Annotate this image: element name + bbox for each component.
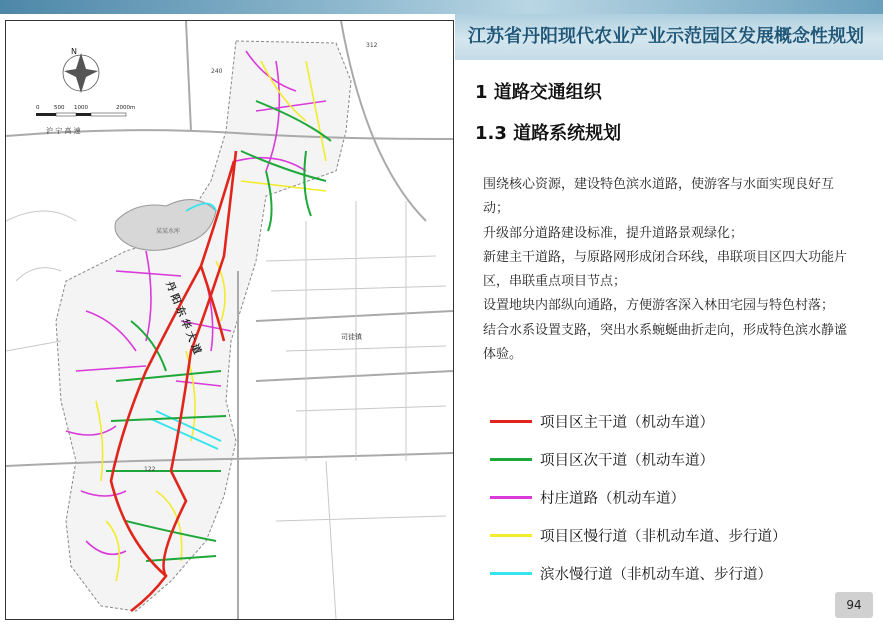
legend-label-waterfront-lane: 滨水慢行道（非机动车道、步行道）: [540, 567, 772, 583]
description-text: [483, 173, 853, 367]
top-decor-strip: [0, 0, 883, 14]
paragraph-1: 围绕核心资源，建设特色滨水道路，使游客与水面实现良好互动；: [483, 177, 835, 217]
scale-label-500: 500: [54, 105, 65, 111]
paragraph-2: 升级部分道路建设标准，提升道路景观绿化；: [483, 225, 744, 241]
road-system-map: [5, 20, 454, 620]
section-heading: 1 道路交通组织: [475, 82, 602, 103]
legend-label-secondary-road: 项目区次干道（机动车道）: [540, 453, 714, 469]
label-reservoir: 某某水库: [156, 228, 181, 235]
north-label: N: [71, 47, 77, 56]
legend-label-slow-lane: 项目区慢行道（非机动车道、步行道）: [540, 529, 787, 545]
legend-label-village-road: 村庄道路（机动车道）: [540, 491, 685, 507]
legend-swatch-waterfront-lane: [490, 572, 532, 575]
north-compass: [63, 53, 99, 93]
scale-label-1000: 1000: [74, 105, 88, 111]
label-road-312: 312: [366, 42, 378, 49]
label-town: 司徒镇: [341, 333, 362, 341]
legend-swatch-village-road: [490, 496, 532, 499]
scale-bar: [36, 113, 126, 116]
paragraph-5: 结合水系设置支路，突出水系蜿蜒曲折走向，形成特色滨水静谧体验。: [483, 322, 848, 363]
page-number: 94: [835, 592, 873, 618]
legend-swatch-main-road: [490, 420, 532, 423]
legend-swatch-slow-lane: [490, 534, 532, 537]
legend-label-main-road: 项目区主干道（机动车道）: [540, 415, 714, 431]
subsection-heading: 1.3 道路系统规划: [475, 123, 622, 144]
label-expressway: 沪 宁 高 速: [46, 127, 81, 135]
legend-swatch-secondary-road: [490, 458, 532, 461]
document-title: 江苏省丹阳现代农业产业示范园区发展概念性规划: [468, 26, 864, 47]
paragraph-4: 设置地块内部纵向通路，方便游客深入林田宅园与特色村落；: [483, 298, 835, 314]
map-canvas: [6, 21, 453, 619]
paragraph-3: 新建主干道路，与原路网形成闭合环线，串联项目区四大功能片区，串联重点项目节点；: [483, 249, 848, 290]
label-new-road: 丹 阳 东 华 大 道: [163, 280, 203, 356]
label-road-240: 240: [211, 68, 223, 75]
scale-label-0: 0: [36, 105, 40, 111]
label-road-122: 122: [144, 466, 156, 473]
scale-label-2000m: 2000m: [116, 105, 136, 111]
